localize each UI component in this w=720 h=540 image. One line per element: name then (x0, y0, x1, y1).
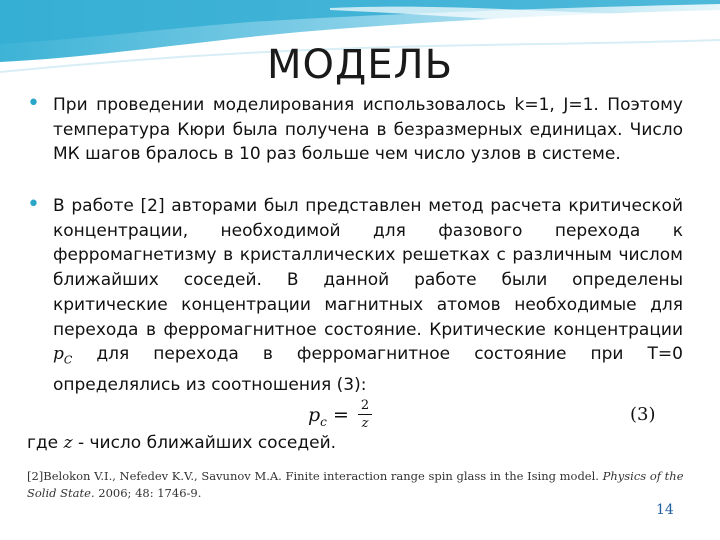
formula-fraction (358, 398, 372, 431)
bullet-paragraph-1: При проведении моделирования использовалось k=1, J=1. Поэтому температура Кюри была получена в безразмерных единицах. Число МК шагов бралось в 10 раз больше чем число узлов в системе. (53, 95, 683, 165)
equation-number: (3) (630, 404, 656, 425)
fraction-numerator: 2 (360, 398, 370, 413)
where-line: где z - число ближайших соседей. (27, 433, 337, 453)
pc-symbol: $p_C$ (53, 344, 73, 367)
bullet-marker-1: • (27, 91, 40, 116)
fraction-denominator: z (361, 416, 369, 431)
page-number: 14 (656, 502, 674, 518)
reference-footnote: [2]Belokon V.I., Nefedev K.V., Savunov M.A. Finite interaction range spin glass in the Ising model. Physics of the Solid State. 2006; 48: 1746-9. (27, 469, 684, 500)
formula-lhs: $p_c$ = (308, 404, 349, 429)
bullet-paragraph-2 (53, 194, 683, 398)
bullet-marker-2: • (27, 192, 40, 217)
bullet2-text-part2: для перехода в ферромагнитное состояние при T=0 определялись из соотношения (3): (53, 344, 683, 396)
bullet2-text-part1: В работе [2] авторами был представлен метод расчета критической концентрации, необходимой для фазового перехода к ферромагнетизму в кристаллических решетках с различным числом ближайших соседей. В данной работе были определены критические концентрации магнитных атомов необходимые для перехода в ферромагнитное состояние. Критические концентрации (53, 196, 683, 340)
slide-title: МОДЕЛЬ (266, 42, 454, 88)
